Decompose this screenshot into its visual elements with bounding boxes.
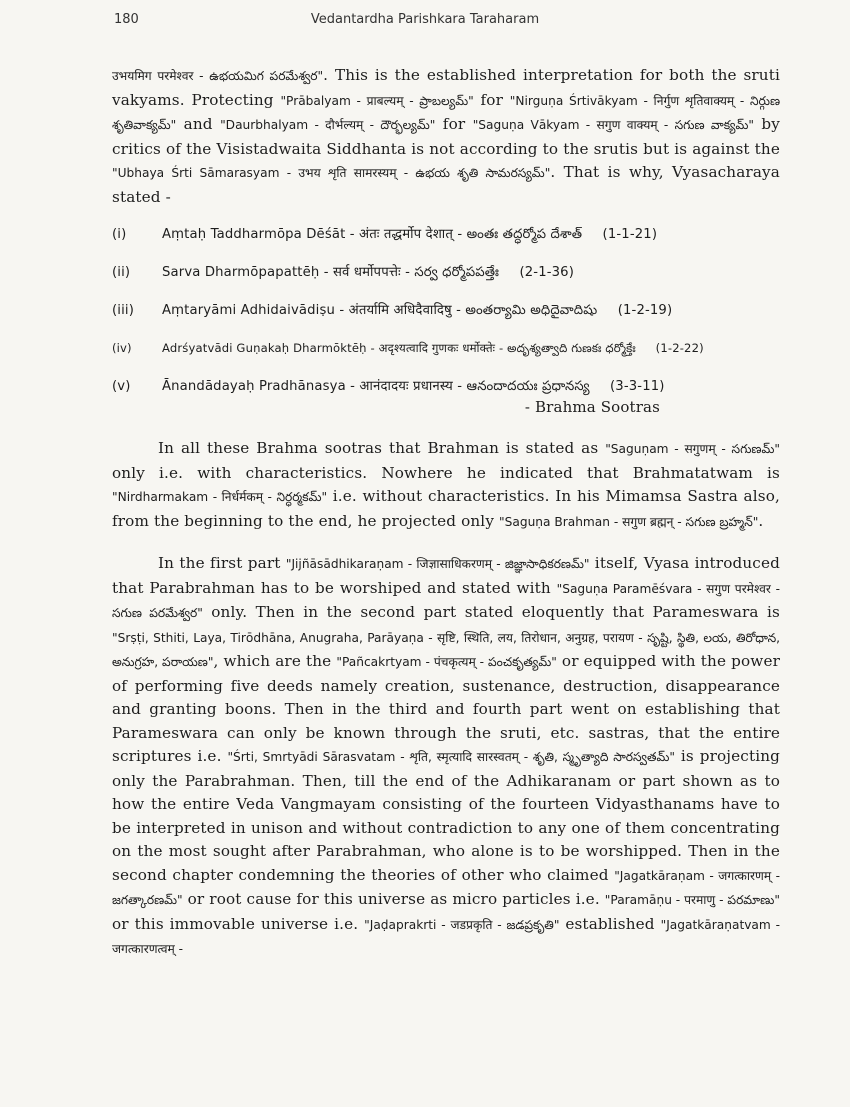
page-body (112, 64, 780, 962)
sutra-reference: (1-2-22) (655, 341, 704, 355)
quote: उभयमिग परमेश्वर - ఉభయమిగ పరమేశ్వర" (112, 69, 324, 83)
quote: "Jijñāsādhikaraṇam - जिज्ञासाधिकरणम् - జిజ్ఞాసాధికరణమ్" (285, 557, 590, 571)
sutra-item (112, 263, 780, 282)
page-number: 180 (114, 12, 139, 27)
sutra-number: (v) (112, 379, 131, 394)
sutra-item (112, 225, 780, 244)
sutra-text: Aṃtaḥ Taddharmōpa Dēśāt - अंतः तद्धर्मोप देशात् - అంతః తద్ధర్మోప దేశాత్ (162, 227, 583, 242)
quote: "Prābalyam - प्राबल्यम् - ప్రాబల్యమ్" (280, 93, 474, 108)
running-header (0, 12, 850, 32)
text: and (176, 115, 221, 133)
sutra-number: (i) (112, 227, 127, 242)
quote: "Saguṇa Paramēśvara - सगुण परमेश्वर - సగుణ పరమేశ్వర" (112, 581, 780, 620)
sutra-reference: (1-2-19) (617, 303, 673, 318)
quote: "Pañcakrtyam - पंचकृत्यम् - పంచకృత్యమ్" (336, 655, 557, 669)
sutra-item (112, 377, 780, 418)
quote: "Ubhaya Śrti Sāmarasyam - उभय शृति सामरस्यम् - ఉభయ శృతి సామరస్యమ్" (112, 166, 551, 180)
paragraph-3 (112, 552, 780, 962)
paragraph-gap (112, 534, 780, 552)
sutra-list (112, 225, 780, 418)
text: by critics of the Visistadwaita Siddhanta is not according to the srutis but is against the (112, 115, 780, 158)
quote: "Śrti, Smrtyādi Sārasvatam - शृति, स्मृत्यादि सारस्वतम् - శృతి, స్మృత్యాది సారస్వతమ్" (227, 750, 675, 764)
quote: "Saguṇa Vākyam - सगुण वाक्यम् - సగుణ వాక్యమ్" (472, 118, 754, 132)
text: , which are the (213, 652, 337, 670)
sutra-text: Aṃtaryāmi Adhidaivādiṣu - अंतर्यामि अधिदैवादिषु - అంతర్యామి అధిదైవాదిషు (162, 303, 598, 318)
sutra-reference: (1-1-21) (602, 227, 658, 242)
quote: "Saguṇa Brahman - सगुण ब्रह्मन् - సగుణ బ్రహ్మన్" (499, 514, 759, 529)
quote: "Jagatkāraṇatvam - जगत्कारणत्वम् - (112, 917, 780, 956)
text: . That is why, Vyasacharaya stated - (112, 163, 780, 206)
sutra-text: Sarva Dharmōpapattēḥ - सर्व धर्मोपपत्तेः - సర్వ ధర్మోపపత్తేః (162, 265, 500, 280)
sutra-number: (ii) (112, 265, 131, 280)
book-title: Vedantardha Parishkara Taraharam (310, 12, 540, 27)
text: or this immovable universe i.e. (112, 914, 365, 933)
sutra-reference: (2-1-36) (519, 265, 575, 280)
text: for (435, 115, 473, 133)
text: for (473, 90, 510, 109)
paragraph-1 (112, 64, 780, 209)
quote: "Jagatkāraṇam - जगत्कारणम् - జగత్కారణమ్" (112, 868, 780, 907)
text: i.e. without characteristics. In his Mimamsa Sastra also, from the beginning to the end, he projected only (112, 487, 780, 530)
text: only i.e. with characteristics. Nowhere he indicated that Brahmatatwam is (112, 463, 780, 482)
text: only. Then in the second part stated eloquently that Parameswara is (202, 603, 780, 621)
sutra-item (112, 339, 780, 358)
quote: "Jaḍaprakrti - जडप्रकृति - జడప్రకృతి" (364, 917, 560, 932)
quote: "Daurbhalyam - दौर्भल्यम् - దౌర్భల్యమ్" (220, 118, 436, 132)
text: . (758, 511, 764, 530)
sutra-item (112, 301, 780, 320)
text: established (559, 914, 661, 933)
text: is projecting only the Parabrahman. Then, till the end of the Adhikaranam or part shown as to how the entire Veda Vangmayam consisting of the fourteen Vidyasthanams have to be interpreted in unison and without contradiction to any one of them concentrating on the most sought after Parabrahman, who alone is to be worshipped. Then in the second chapter condemning the theories of other who claimed (112, 747, 781, 884)
text: . This is the established interpretation for both the sruti vakyams. Protecting (112, 66, 780, 109)
quote: "Srṣṭi, Sthiti, Laya, Tirōdhāna, Anugraha, Parāyaṇa - सृष्टि, स्थिति, लय, तिरोधान, अनुग्रह, परायण - సృష్టి, స్థితి, లయ, తిరోధాన, అనుగ్రహ, పరాయణ" (112, 630, 780, 669)
text: In all these Brahma sootras that Brahman is stated as (158, 439, 606, 457)
sutra-source: - Brahma Sootras (524, 398, 660, 416)
sutra-number: (iii) (112, 303, 135, 318)
text: or equipped with the power of performing five deeds namely creation, sustenance, destruction, disappearance and granting boons. Then in the third and fourth part went on establishing that Parameswara can only be known through the sruti, etc. sastras, that the entire scriptures i.e. (112, 652, 780, 765)
text: itself, Vyasa introduced that Parabrahman has to be worshiped and stated with (112, 554, 780, 597)
text: In the first part (158, 554, 286, 572)
paragraph-2 (112, 437, 780, 534)
quote: "Paramāṇu - परमाणु - పరమాణు" (604, 893, 780, 907)
sutra-text: Adrśyatvādi Guṇakaḥ Dharmōktēḥ - अदृश्यत्वादि गुणकः धर्मोक्तेः - అదృశ్యత్వాది గుణకః ధర్మోక్తేః (162, 341, 636, 355)
sutra-text: Ānandādayaḥ Pradhānasya - आनंदादयः प्रधानस्य - ఆనందాదయః ప్రధానస్య (162, 379, 590, 394)
sutra-number: (iv) (112, 341, 132, 355)
text: or root cause for this universe as micro particles i.e. (182, 890, 605, 908)
quote: "Saguṇam - सगुणम् - సగుణమ్" (605, 442, 780, 456)
sutra-reference: (3-3-11) (610, 379, 665, 394)
quote: "Nirguṇa Śrtivākyam - निर्गुण शृतिवाक्यम् - నిర్గుణ శృతివాక్యమ్" (112, 93, 781, 132)
quote: "Nirdharmakam - निर्धर्मकम् - నిర్ధర్మకమ్" (112, 490, 328, 504)
